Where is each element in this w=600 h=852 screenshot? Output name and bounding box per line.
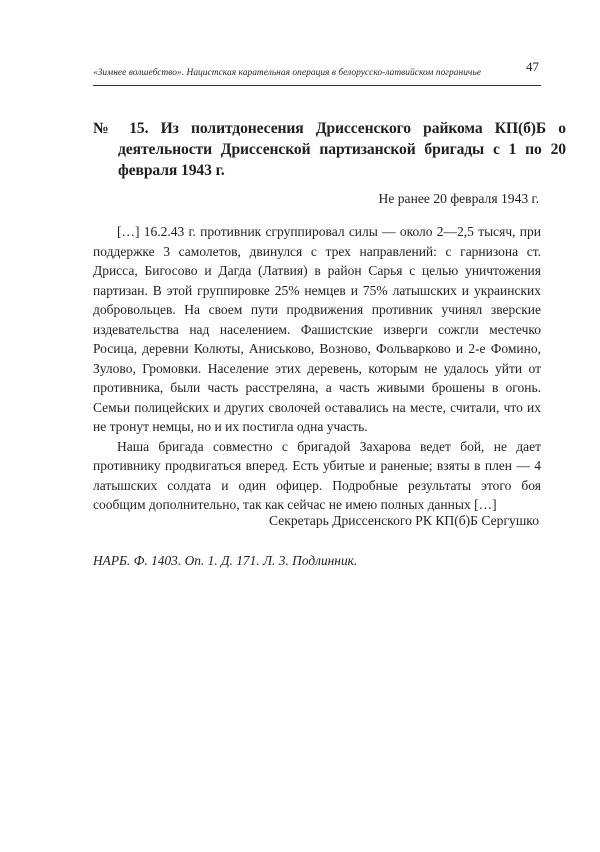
body-paragraph: Наша бригада совместно с бригадой Захарова ведет бой, не дает противнику продвигаться вперед. Есть убитые и раненые; взяты в плен — 4 латышских солдата и один офицер. Подробные результаты этого боя сообщим дополнительно, так как сейчас не имею полных данных […] <box>93 438 541 512</box>
document-signature: Секретарь Дриссенского РК КП(б)Б Сергушко <box>269 513 539 528</box>
running-header <box>93 59 541 86</box>
archive-source: НАРБ. Ф. 1403. Оп. 1. Д. 171. Л. 3. Подлинник. <box>93 553 358 568</box>
page-number: 47 <box>526 59 539 74</box>
document-dateline: Не ранее 20 февраля 1943 г. <box>378 191 539 206</box>
body-paragraph: […] 16.2.43 г. противник сгруппировал силы — около 2—2,5 тысяч, при поддержке 3 самолетов, двинулся с трех направлений: с гарнизона ст. Дрисса, Бигосово и Дагда (Латвия) в район Сарья с целью уничтожения партизан. В этой группировке 25% немцев и 75% латышских и украинских добровольцев. На своем пути продвижения противник учинял зверские издевательства над населением. Фашистские изверги сожгли местечко Росица, деревни Колюты, Аниськово, Возново, Фольварково и 2-е Фомино, Зулово, Громовки. Население этих деревень, которым не удалось уйти от противника, были часть расстреляна, а часть живыми брошены в огонь. Семьи полицейских и других сволочей оставались на месте, считали, что их не тронут немцы, но и их постигла одна участь. <box>93 224 541 434</box>
document-body <box>93 222 541 515</box>
document-title: № 15. Из политдонесения Дриссенского райкома КП(б)Б о деятельности Дриссенской партизанской бригады с 1 по 20 февраля 1943 г. <box>93 120 566 179</box>
running-title: «Зимнее волшебство». Нацистская карательная операция в белорусско-латвийском пограничье <box>93 68 481 78</box>
